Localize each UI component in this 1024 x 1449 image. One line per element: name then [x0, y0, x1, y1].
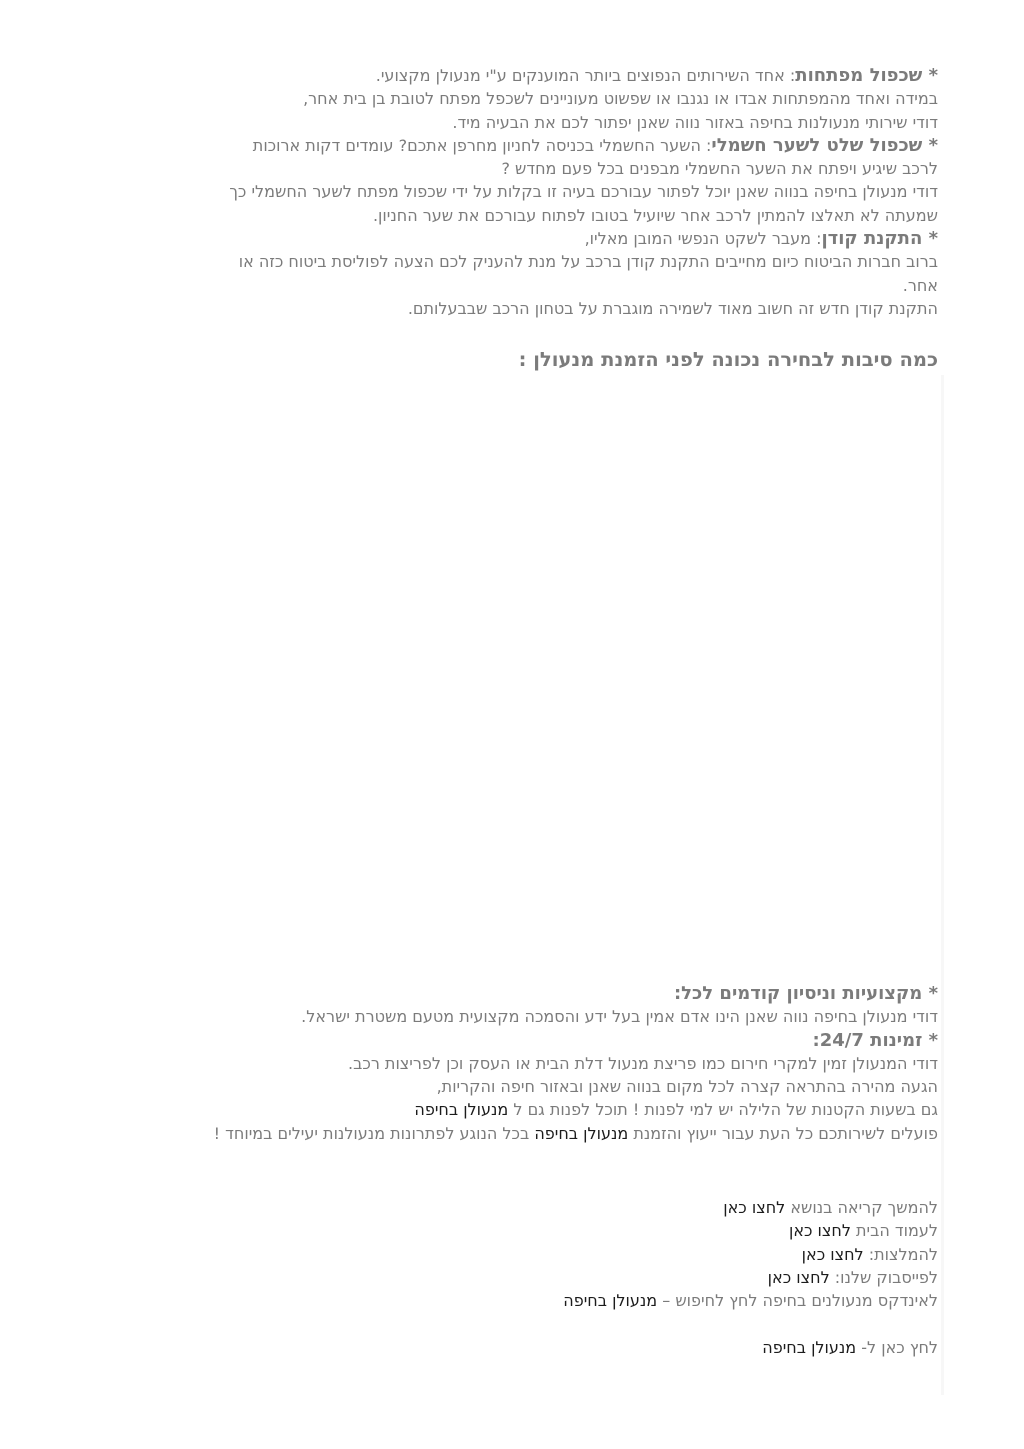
pro-line-1: דודי מנעולן בחיפה נווה שאנן הינו אדם אמין בעל ידע והסמכה מקצועית מטעם משטרת ישראל. — [301, 1007, 938, 1027]
code-line-3: אחר. — [902, 275, 938, 295]
index-row — [118, 1289, 938, 1312]
home-link[interactable]: לחצו כאן — [788, 1221, 851, 1241]
keys-line-3: דודי שירותי מנעולנות בחיפה באזור נווה שאנן יפתור לכם את הבעיה מיד. — [452, 112, 938, 132]
gate-line-1 — [118, 134, 938, 157]
recommendations-row — [118, 1243, 938, 1266]
code-line-4: התקנת קודן חדש זה חשוב מאוד לשמירה מוגברת על בטחון הרכב שבבעלותם. — [407, 298, 938, 318]
right-margin-rule — [941, 375, 944, 1395]
avail-line-4 — [148, 1122, 938, 1145]
avail-line-1: דודי המנעולן זמין למקרי חירום כמו פריצת מנעול דלת הבית או העסק וכן לפריצות רכב. — [348, 1053, 938, 1073]
services-section — [118, 64, 938, 320]
gate-title: * שכפול שלט לשער חשמלי — [711, 134, 938, 156]
avail-text-4a: פועלים לשירותכם כל העת עבור ייעוץ והזמנת — [628, 1123, 938, 1143]
reasons-section — [118, 982, 938, 1145]
locksmith-haifa-link-1[interactable]: מנעולן בחיפה — [414, 1100, 509, 1120]
gate-line-2: לרכב שיגיע ויפתח את השער החשמלי מבפנים בכל פעם מחדש ? — [501, 159, 938, 179]
recommendations-link[interactable]: לחצו כאן — [801, 1244, 864, 1264]
pro-title: * מקצועיות וניסיון קודמים לכל: — [673, 983, 938, 1004]
avail-line-3 — [118, 1098, 938, 1121]
keys-text-1: אחד השירותים הנפוצים ביותר המוענקים ע"י מנעולן מקצועי. — [375, 66, 785, 85]
avail-line-2: הגעה מהירה בהתראה קצרה לכל מקום בנווה שאנן ובאזור חיפה והקריות, — [436, 1077, 938, 1097]
gate-sep: : — [700, 135, 712, 155]
click-here-text: לחץ כאן ל- — [856, 1338, 938, 1357]
keys-line-2: במידה ואחד מהמפתחות אבדו או נגנבו או שפשוט מעוניינים לשכפל מפתח לטובת בן בית אחר, — [303, 89, 938, 109]
avail-title: * זמינות 24/7: — [812, 1029, 938, 1051]
index-text: לאינדקס מנעולנים בחיפה לחץ לחיפוש – — [657, 1291, 938, 1311]
avail-text-4b: בכל הנוגע לפתרונות מנעולנות יעילים במיוחד ! — [213, 1123, 535, 1143]
home-text: לעמוד הבית — [850, 1221, 938, 1241]
read-more-text: להמשך קריאה בנושא — [785, 1198, 938, 1217]
code-line-2: ברוב חברות הביטוח כיום מחייבים התקנת קודן ברכב על מנת להעניק לכם הצעה לפוליסת ביטוח כזה או — [238, 252, 938, 272]
click-here-link[interactable]: מנעולן בחיפה — [762, 1338, 857, 1357]
facebook-text: לפייסבוק שלנו: — [829, 1267, 938, 1287]
recommendations-text: להמלצות: — [863, 1244, 938, 1264]
gate-line-4: שמעתה לא תאלצו להמתין לרכב אחר שיועיל בטובו לפתוח עבורכם את שער החניון. — [372, 205, 938, 225]
home-row — [118, 1219, 938, 1242]
keys-line-1 — [118, 64, 938, 87]
keys-sep: : — [784, 66, 796, 85]
links-section — [118, 1196, 938, 1312]
facebook-link[interactable]: לחצו כאן — [767, 1267, 830, 1287]
locksmith-haifa-link-2[interactable]: מנעולן בחיפה — [534, 1123, 629, 1143]
index-link[interactable]: מנעולן בחיפה — [563, 1291, 658, 1311]
gate-text-1: השער החשמלי בכניסה לחניון מחרפן אתכם? עומדים דקות ארוכות — [252, 135, 701, 155]
keys-title: * שכפול מפתחות — [795, 65, 938, 86]
code-sep: : — [811, 229, 822, 249]
facebook-row — [118, 1266, 938, 1289]
read-more-link[interactable]: לחצו כאן — [723, 1198, 786, 1217]
code-line-1 — [118, 227, 938, 250]
code-text-1: מעבר לשקט הנפשי המובן מאליו, — [584, 229, 811, 249]
gate-line-3: דודי מנעולן בחיפה בנווה שאנן יוכל לפתור עבורכם בעיה זו בקלות על ידי שכפול מפתח לשער החשמלי כך — [229, 182, 938, 202]
code-title: * התקנת קודן — [821, 228, 938, 250]
read-more-row — [118, 1196, 938, 1219]
final-link-section — [118, 1336, 938, 1359]
avail-text-3: גם בשעות הקטנות של הלילה יש למי לפנות ! תוכל לפנות גם ל — [508, 1100, 938, 1120]
section-heading: כמה סיבות לבחירה נכונה לפני הזמנת מנעולן : — [518, 348, 938, 371]
click-here-row — [118, 1336, 938, 1359]
